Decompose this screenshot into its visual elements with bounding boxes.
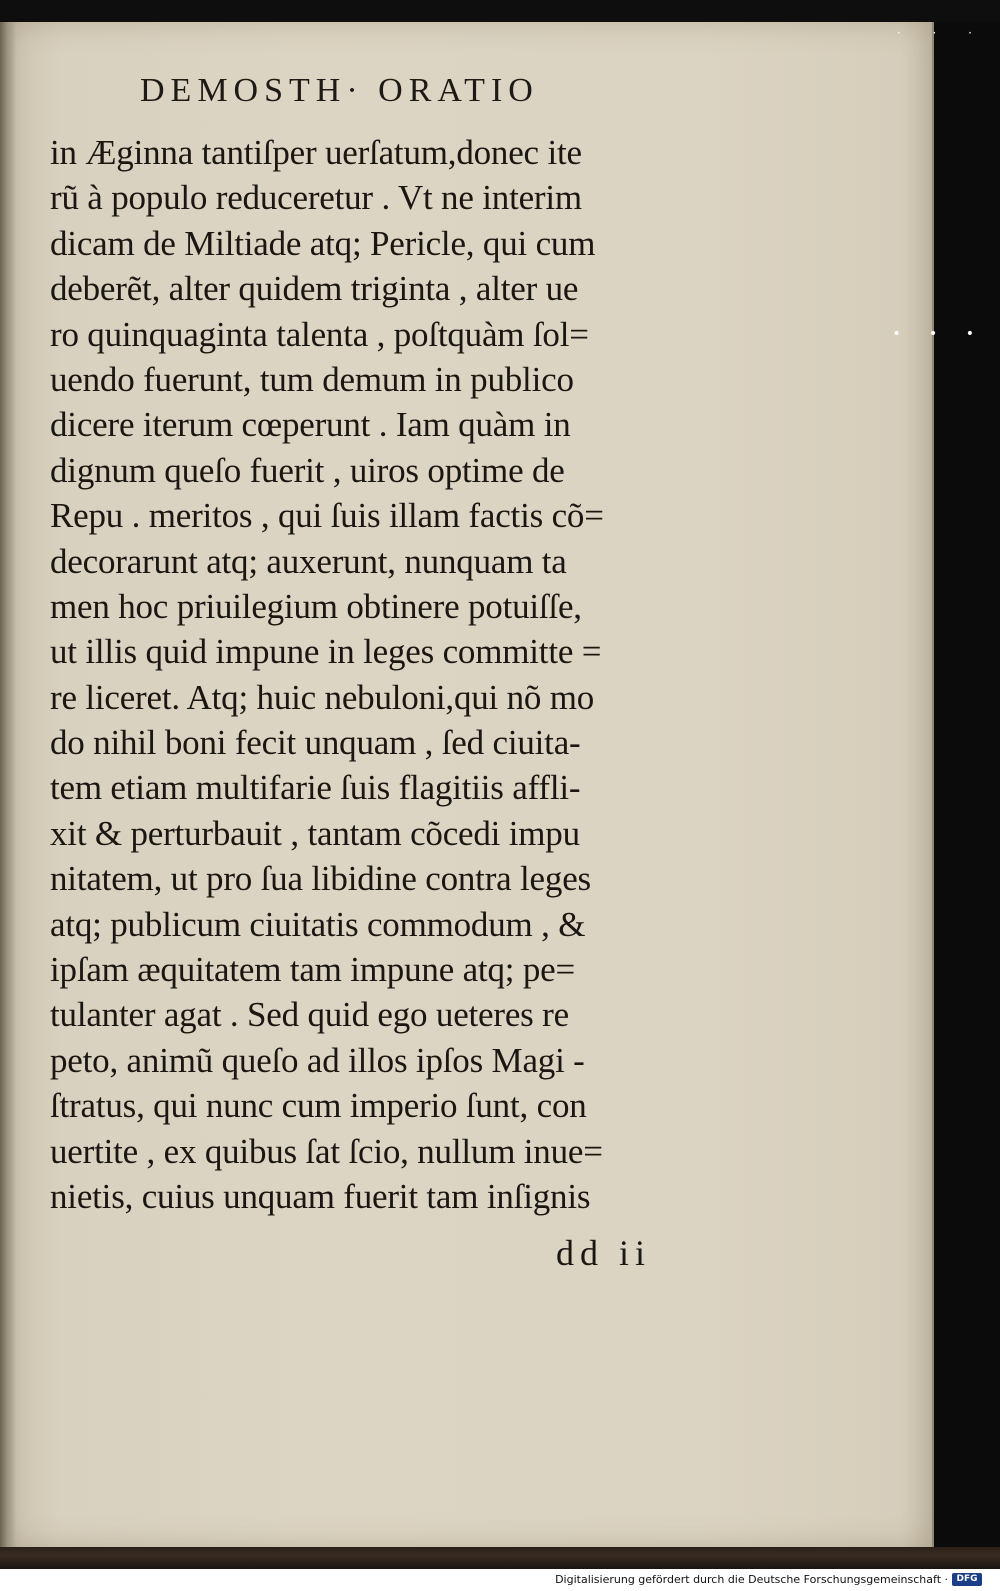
text-line: ipſam æquitatem tam impune atq; pe= xyxy=(50,950,575,990)
text-line: uertite , ex quibus ſat ſcio, nullum inue= xyxy=(50,1131,603,1171)
text-line: tem etiam multifarie ſuis flagitiis affli- xyxy=(50,768,581,808)
text-line: atq; publicum ciuitatis commodum , & xyxy=(50,904,586,944)
text-line: dicere iterum cœperunt . Iam quàm in xyxy=(50,405,571,445)
signature-mark: dd ii xyxy=(556,1233,652,1273)
scan-top-border xyxy=(0,0,1000,22)
text-line: dicam de Miltiade atq; Pericle, qui cum xyxy=(50,223,596,263)
text-line: nitatem, ut pro ſua libidine contra leges xyxy=(50,859,591,899)
text-line: deberẽt, alter quidem triginta , alter ue xyxy=(50,269,579,309)
body-text xyxy=(50,130,710,1219)
text-line: in Æginna tantiſper uerſatum,donec ite xyxy=(50,133,582,172)
text-line: tulanter agat . Sed quid ego ueteres re xyxy=(50,995,569,1035)
edge-marker-top: · · · xyxy=(896,26,986,40)
text-line: nietis, cuius unquam fuerit tam inſignis xyxy=(50,1176,591,1216)
text-line: men hoc priuilegium obtinere potuiſſe, xyxy=(50,586,582,626)
running-head: DEMOSTH· ORATIO xyxy=(140,72,539,109)
text-line: uendo fuerunt, tum demum in publico xyxy=(50,359,574,399)
text-line: Repu . meritos , qui ſuis illam factis cõ= xyxy=(50,496,604,536)
scan-bottom-border xyxy=(0,1547,1000,1569)
text-line: decorarunt atq; auxerunt, nunquam ta xyxy=(50,541,567,581)
text-line: ut illis quid impune in leges committe = xyxy=(50,632,602,672)
dfg-logo: DFG xyxy=(952,1573,982,1586)
text-line: peto, animũ queſo ad illos ipſos Magi - xyxy=(50,1040,585,1080)
digitization-credit: Digitalisierung gefördert durch die Deutsche Forschungsgemeinschaft · xyxy=(555,1573,948,1586)
text-line: rũ à populo reduceretur . Vt ne interim xyxy=(50,178,582,218)
edge-marker: • • • xyxy=(892,326,986,342)
page-binding-edge xyxy=(0,22,16,1547)
text-line: dignum queſo fuerit , uiros optime de xyxy=(50,450,565,490)
text-line: ſtratus, qui nunc cum imperio ſunt, con xyxy=(50,1086,587,1126)
text-line: xit & perturbauit , tantam cõcedi impu xyxy=(50,813,580,853)
text-line: ro quinquaginta talenta , poſtquàm ſol= xyxy=(50,314,589,354)
text-line: do nihil boni fecit unquam , ſed ciuita- xyxy=(50,723,581,763)
text-line: re liceret. Atq; huic nebuloni,qui nõ mo xyxy=(50,677,595,717)
